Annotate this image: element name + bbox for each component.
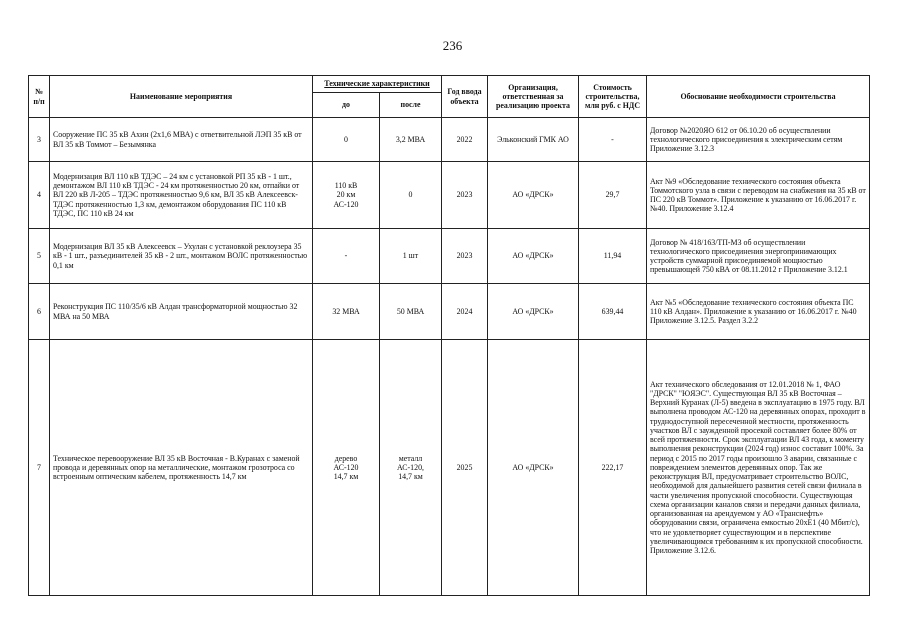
page-number: 236 <box>442 38 463 53</box>
row-after-line: 50 МВА <box>396 306 425 316</box>
row-before-line: АС-120 <box>333 462 359 472</box>
row-cost: 29,7 <box>579 162 647 229</box>
row-num: 5 <box>29 229 50 284</box>
row-before-line: 20 км <box>336 190 356 200</box>
row-org: АО «ДРСК» <box>488 162 579 229</box>
row-org: Эльконский ГМК АО <box>488 118 579 162</box>
row-justification: Договор № 418/163/ТП-МЗ об осуществлении технологического присоединения энергопринимающих устройств суммарной присоединяемой мощностью превышающей 750 кВА от 08.11.2012 г Приложение 3.12.1 <box>647 229 870 284</box>
table-row <box>29 162 870 229</box>
table-row <box>29 118 870 162</box>
row-num: 6 <box>29 284 50 340</box>
row-justification: Акт технического обследования от 12.01.2018 № 1, ФАО "ДРСК" "ЮЯЭС". Существующая ВЛ 35 кВ Восточная – Верхний Куранах (Л-5) введена в эксплуатацию в 1975 году. ВЛ выполнена проводом АС-120 на деревянных опорах, проходит в труднодоступной пересеченной местности, протяженность участков ВЛ с заужденной просекой составляет более 80% от всей протяженности. Срок эксплуатации ВЛ 43 года, к моменту выполнения реконструкции (2024 год) износ составит 100%. За период с 2015 по 2017 годы произошло 3 аварии, связанные с повреждением элементов деревянных опор. Так же реконструкция ВЛ, предусматривает строительство ВОЛС, необходимой для дальнейшего развития сетей связи филиала в части увеличения пропускной способности. Существующая схема организации каналов связи и передачи данных филиала, организованная на арендуемом у АО «Транснефть» оборудовании связи, ограничена емкостью 20хЕ1 (40 Мбит/с), что не удовлетворяет существующим и в перспективе увеличивающимся требованиям к их пропускной способности. Приложение 3.12.6. <box>647 340 870 596</box>
row-after <box>380 118 442 162</box>
row-after <box>380 162 442 229</box>
row-before-line: 32 МВА <box>332 306 360 316</box>
header-num: № п/п <box>29 76 50 118</box>
row-cost: 11,94 <box>579 229 647 284</box>
row-before-line: 0 <box>344 134 348 144</box>
row-after <box>380 229 442 284</box>
table-row <box>29 340 870 596</box>
row-after-line: 3,2 МВА <box>395 134 426 144</box>
header-before: до <box>313 93 380 118</box>
row-justification: Акт №9 «Обследование технического состояния объекта Томмотского узла в связи с переводом на снабжения на 35 кВ от ПС 220 кВ Томмот». Приложение к указанию от 16.06.2017 г. №40. Приложение 3.12.4 <box>647 162 870 229</box>
row-after-line: АС-120, <box>396 462 424 472</box>
row-year: 2024 <box>442 284 488 340</box>
row-year: 2023 <box>442 229 488 284</box>
row-before <box>313 118 380 162</box>
row-year: 2023 <box>442 162 488 229</box>
row-num: 4 <box>29 162 50 229</box>
row-cost: - <box>579 118 647 162</box>
row-name: Модернизация ВЛ 110 кВ ТДЭС – 24 км с установкой РП 35 кВ - 1 шт., демонтажом ВЛ 110 кВ ТДЭС - 24 км протяженностью 20 км, отпайки от ВЛ 220 кВ Л-205 – ТДЭС протяженностью 9,6 км, ВЛ 35 кВ Алексеевск-ТДЭС протяженностью 1,3 км, демонтажом оборудования ПС 110 кВ ТДЭС, ПС 110 кВ 24 км <box>50 162 313 229</box>
table-row <box>29 284 870 340</box>
row-before-line: АС-120 <box>333 199 359 209</box>
row-year: 2025 <box>442 340 488 596</box>
table-row <box>29 229 870 284</box>
row-name: Сооружение ПС 35 кВ Ахин (2х1,6 МВА) с ответвительной ЛЭП 35 кВ от ВЛ 35 кВ Томмот – Безымянка <box>50 118 313 162</box>
header-after: после <box>380 93 442 118</box>
row-after-line: металл <box>398 453 423 463</box>
row-num: 7 <box>29 340 50 596</box>
row-before-line: дерево <box>334 453 358 463</box>
row-justification: Акт №5 «Обследование технического состояния объекта ПС 110 кВ Алдан». Приложение к указанию от 16.06.2017 г. №40 Приложение 3.12.5. Раздел 3.2.2 <box>647 284 870 340</box>
row-org: АО «ДРСК» <box>488 340 579 596</box>
row-before <box>313 284 380 340</box>
row-org: АО «ДРСК» <box>488 229 579 284</box>
row-after <box>380 284 442 340</box>
row-cost: 639,44 <box>579 284 647 340</box>
header-name: Наименование мероприятия <box>50 76 313 118</box>
measures-table <box>28 75 870 596</box>
row-before-line: 14,7 км <box>333 472 359 482</box>
row-before <box>313 229 380 284</box>
row-before <box>313 162 380 229</box>
row-name: Реконструкция ПС 110/35/6 кВ Алдан трансформаторной мощностью 32 МВА на 50 МВА <box>50 284 313 340</box>
row-year: 2022 <box>442 118 488 162</box>
header-org: Организация, ответственная за реализацию проекта <box>488 76 579 118</box>
row-after-line: 0 <box>408 190 413 200</box>
header-tech: Технические характеристики <box>313 76 442 93</box>
row-before-line: 110 кВ <box>334 181 358 191</box>
row-org: АО «ДРСК» <box>488 284 579 340</box>
row-after-line: 1 шт <box>402 251 419 261</box>
row-before <box>313 340 380 596</box>
header-justification: Обоснование необходимости строительства <box>647 76 870 118</box>
row-name: Техническое перевооружение ВЛ 35 кВ Восточная - В.Куранах с заменой провода и деревянных опор на металлические, монтажом грозотроса со встроенным оптическим кабелем, протяженность 14,7 км <box>50 340 313 596</box>
row-name: Модернизация ВЛ 35 кВ Алексеевск – Ухулан с установкой реклоузера 35 кВ - 1 шт., разъединителей 35 кВ - 2 шт., монтажом ВОЛС протяженностью 0,1 км <box>50 229 313 284</box>
header-year: Год ввода объекта <box>442 76 488 118</box>
header-cost: Стоимость строительства, млн руб. с НДС <box>579 76 647 118</box>
row-cost: 222,17 <box>579 340 647 596</box>
row-before-line: - <box>344 251 348 261</box>
row-after <box>380 340 442 596</box>
row-after-line: 14,7 км <box>398 472 423 482</box>
row-justification: Договор №2020ЯО 612 от 06.10.20 об осуществлении технологического присоединения к электрическим сетям Приложение 3.12.3 <box>647 118 870 162</box>
row-num: 3 <box>29 118 50 162</box>
